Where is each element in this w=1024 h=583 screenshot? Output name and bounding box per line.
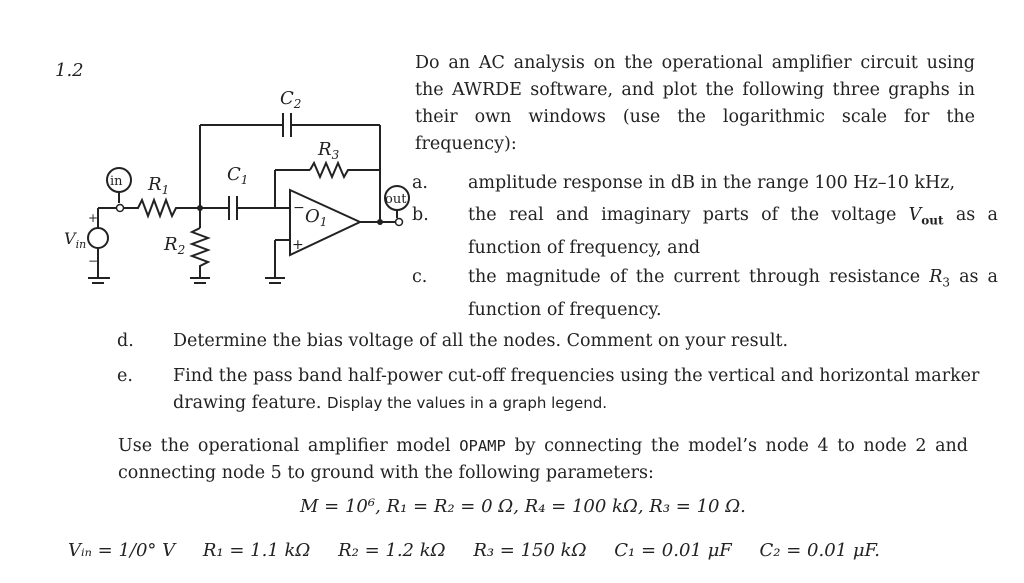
r1-label: $R_1$ <box>148 174 170 197</box>
item-e-label: e. <box>117 366 133 386</box>
r3-label: $R_3$ <box>318 139 340 162</box>
opamp-circuit-diagram <box>64 75 420 300</box>
item-c <box>412 264 998 324</box>
output-terminal <box>396 219 403 226</box>
model-note <box>118 433 968 487</box>
r1-resistor-symbol <box>123 200 200 216</box>
item-d <box>117 328 1003 355</box>
in-bubble-label: in <box>110 174 123 189</box>
voltage-source-symbol <box>88 228 108 248</box>
component-values <box>68 540 880 561</box>
component-r1: R₁ = 1.1 kΩ <box>202 540 311 561</box>
item-b <box>412 202 998 262</box>
component-r2: R₂ = 1.2 kΩ <box>338 540 446 561</box>
item-b-var: V <box>908 205 922 225</box>
item-c-text-post: as a function of frequency. <box>468 267 998 320</box>
item-c-text-pre: the magnitude of the current through resistance <box>468 267 930 287</box>
junction-dot <box>377 219 383 225</box>
vin-label: $V_{in}$ <box>64 229 87 251</box>
input-terminal <box>117 205 124 212</box>
item-d-text: Determine the bias voltage of all the nodes. Comment on your result. <box>173 331 789 351</box>
item-b-text-pre: the real and imaginary parts of the voltage <box>468 205 909 225</box>
model-note-pre: Use the operational amplifier model <box>118 436 460 456</box>
problem-intro: Do an AC analysis on the operational amplifier circuit using the AWRDE software, and plot the following three graphs in their own windows (use the logarithmic scale for the frequency): <box>415 53 975 154</box>
model-parameters: M = 10⁶, R₁ = R₂ = 0 Ω, R₄ = 100 kΩ, R₃ = 10 Ω. <box>300 496 746 517</box>
item-b-sub: out <box>921 213 944 228</box>
c2-label: $C_2$ <box>280 88 302 111</box>
inverting-input-sign: − <box>293 200 305 216</box>
noninverting-input-sign: + <box>292 237 304 253</box>
item-c-label: c. <box>412 267 428 287</box>
r2-resistor-symbol <box>192 228 208 278</box>
component-c2: C₂ = 0.01 μF. <box>759 540 880 561</box>
item-d-label: d. <box>117 331 134 351</box>
component-c1: C₁ = 0.01 μF <box>614 540 732 561</box>
item-b-label: b. <box>412 205 429 225</box>
c1-label: $C_1$ <box>227 164 249 187</box>
problem-number: 1.2 <box>55 60 84 81</box>
item-a-text: amplitude response in dB in the range 100 Hz–10 kHz, <box>468 173 956 193</box>
item-e-sans-text: Display the values in a graph legend. <box>327 394 608 412</box>
model-name: OPAMP <box>459 437 506 455</box>
out-bubble-label: out <box>385 192 407 207</box>
source-minus-sign: − <box>88 254 99 268</box>
item-e <box>117 363 998 417</box>
model-note-post: by connecting the model’s node 4 to node 2 and connecting node 5 to ground with the following parameters: <box>118 436 968 483</box>
item-c-sub: 3 <box>942 275 951 290</box>
r3-resistor-symbol <box>310 163 380 177</box>
r2-label: $R_2$ <box>164 234 186 257</box>
item-b-text-post: as a function of frequency, and <box>468 205 998 258</box>
source-plus-sign: + <box>88 211 99 225</box>
item-e-text: Find the pass band half-power cut-off frequencies using the vertical and horizontal marker drawing feature. <box>173 366 980 413</box>
component-vin: Vᵢₙ = 1/0° V <box>68 540 176 561</box>
o1-label: $O_1$ <box>305 206 328 229</box>
junction-dot <box>197 205 203 211</box>
item-a-label: a. <box>412 173 428 193</box>
component-r3: R₃ = 150 kΩ <box>473 540 587 561</box>
item-a <box>412 170 1008 197</box>
item-c-var: R <box>929 267 943 287</box>
